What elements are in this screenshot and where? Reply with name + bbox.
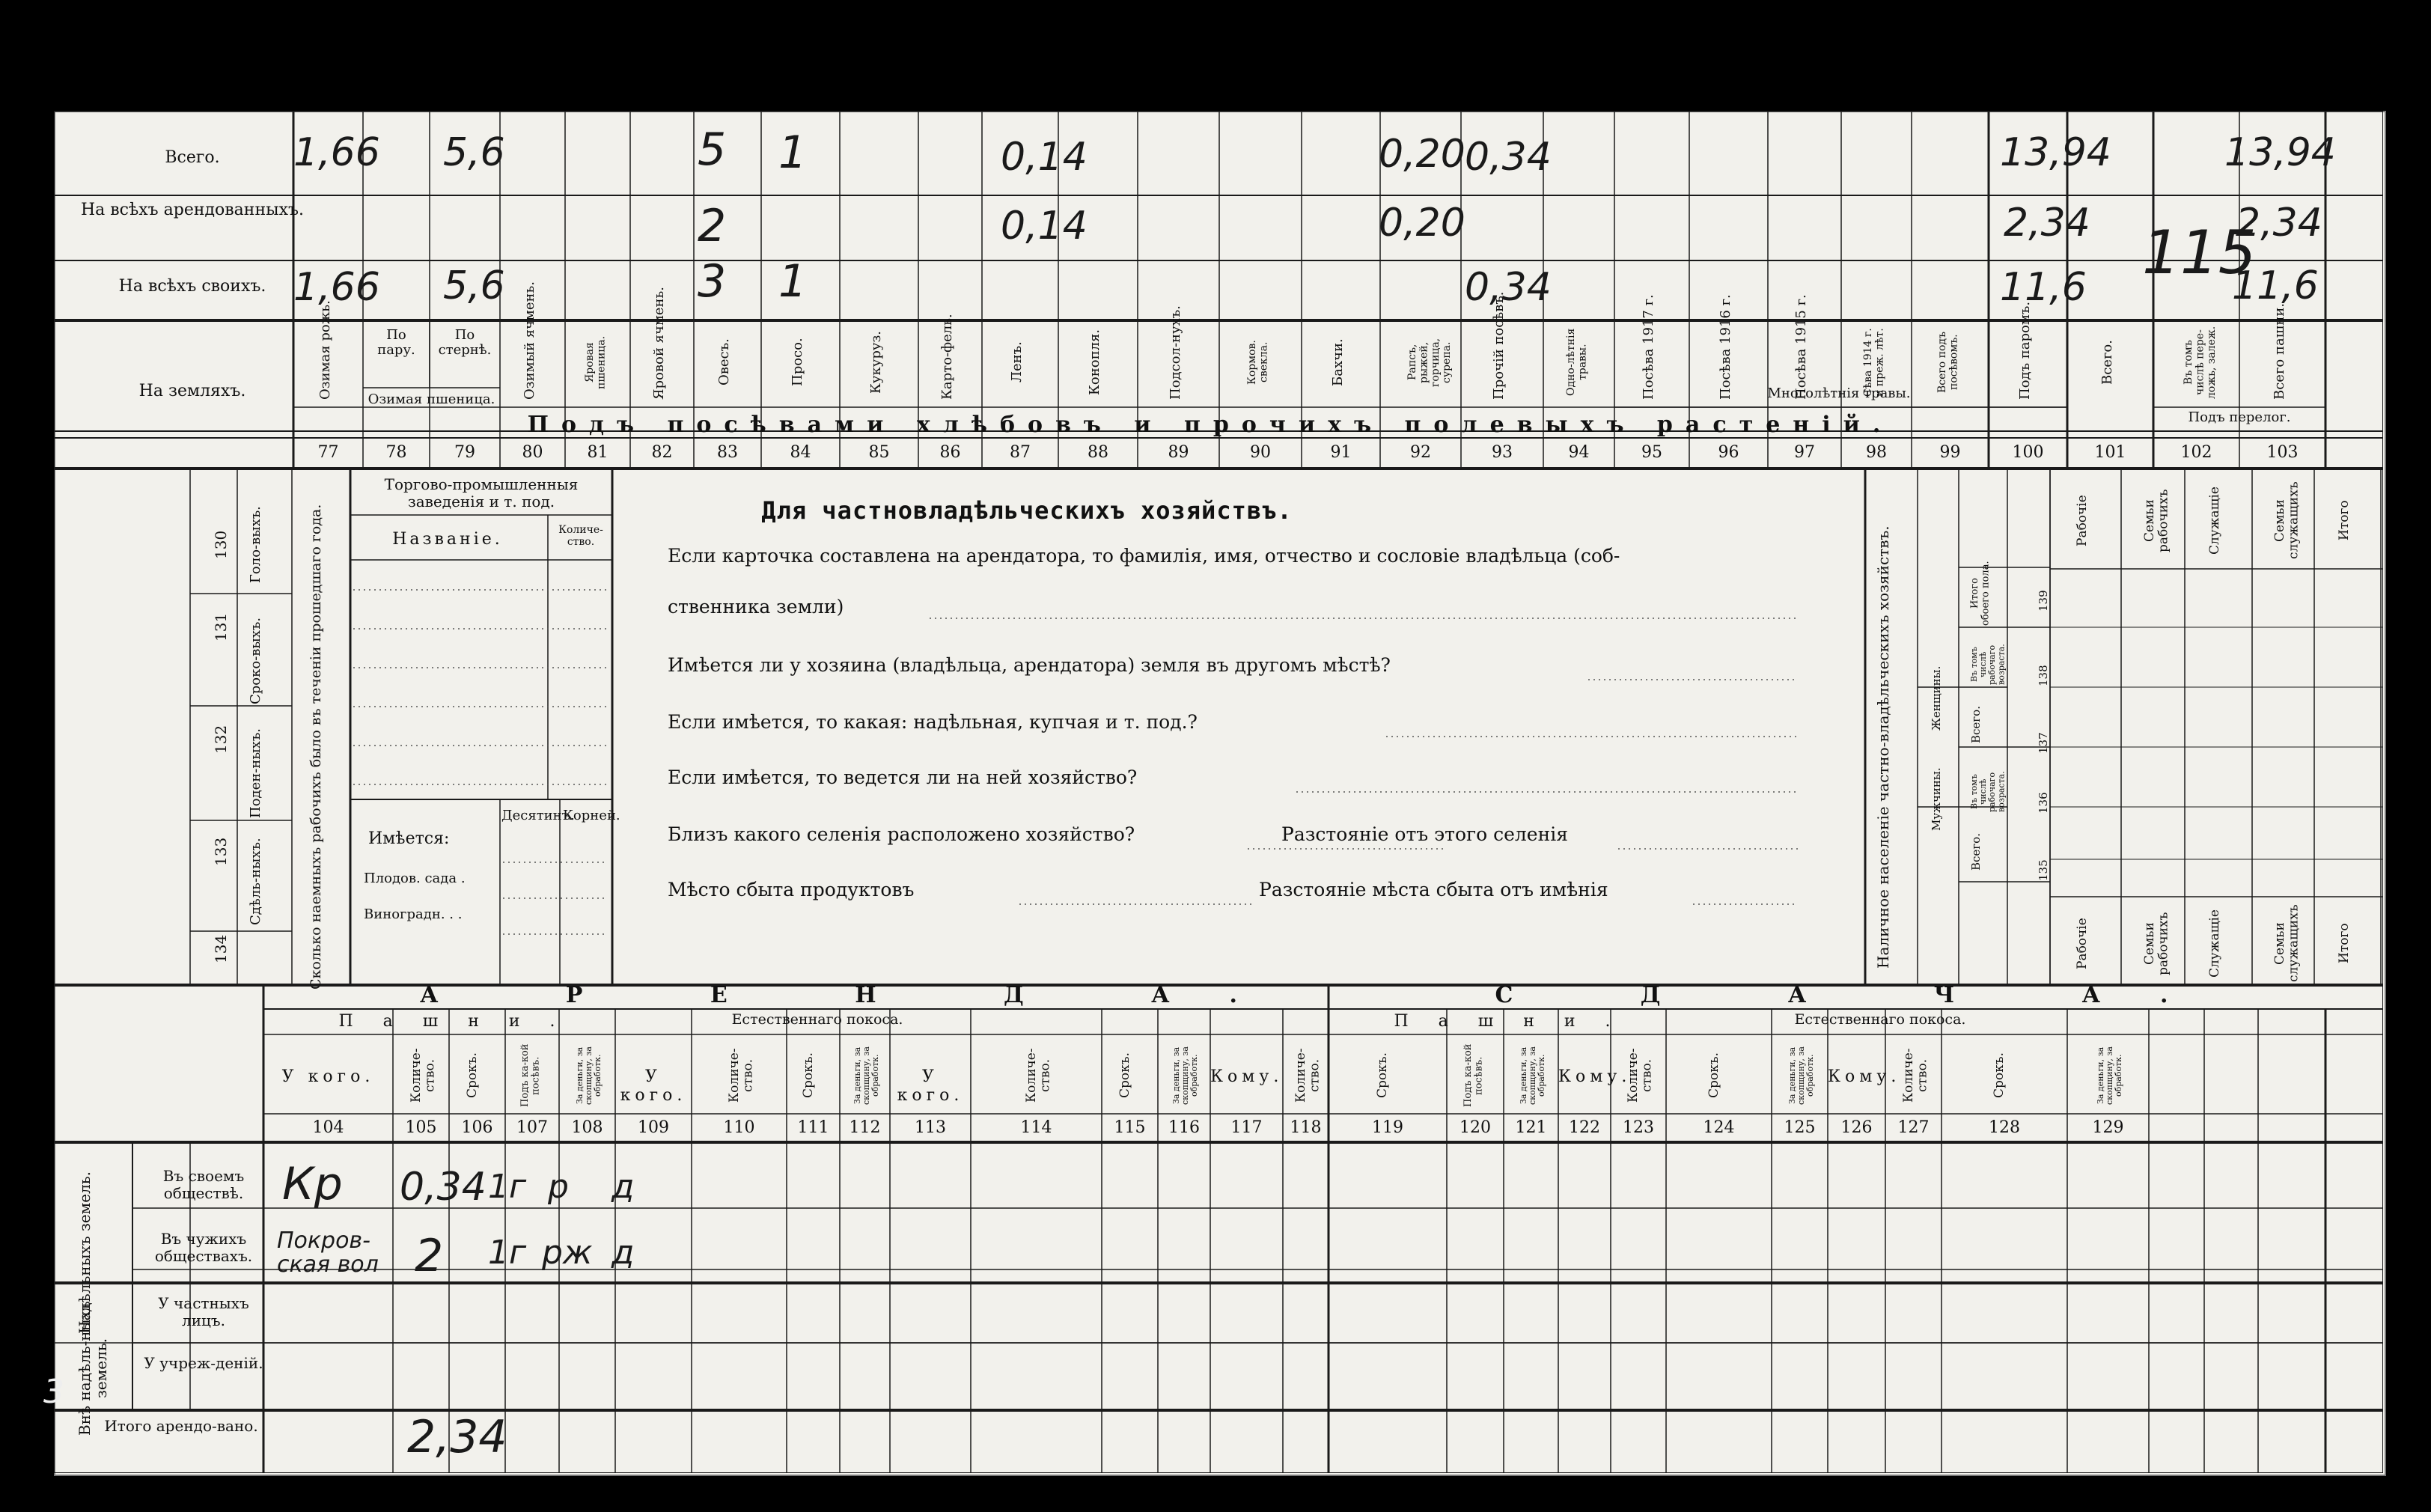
- bottom-col-hdr-128: Срокъ.: [1992, 1052, 2007, 1099]
- hw-r1-c4: р: [548, 1168, 569, 1206]
- hw-margin: 3: [43, 1373, 64, 1411]
- top-col-label-84: Просо.: [789, 338, 805, 387]
- bottom-col-num-108: 108: [571, 1118, 603, 1137]
- hw-margin-note: 115: [2142, 218, 2257, 287]
- census-form: [43, 111, 2383, 1473]
- top-col-num-94: 94: [1568, 443, 1590, 462]
- bottom-col-num-111: 111: [797, 1118, 829, 1137]
- arenda-pashnya: Пашни.: [338, 1012, 585, 1031]
- bottom-col-num-126: 126: [1840, 1118, 1873, 1137]
- workers-caption: Сколько наемныхъ рабочихъ было въ теченіи прошедшаго года.: [308, 504, 324, 990]
- private-title: Для частновладѣльческихъ хозяйствъ.: [761, 496, 1293, 525]
- bottom-col-hdr-122: Кому.: [1558, 1067, 1632, 1086]
- top-col-label-80: Озимый ячмень.: [521, 281, 537, 400]
- private-q5a: Близъ какого селенія расположено хозяйство?: [668, 823, 1135, 845]
- bottom-col-hdr-107: Подъ ка-кой посѣвъ.: [519, 1043, 542, 1108]
- row-label-arenda: На всѣхъ арендованныхъ.: [80, 201, 305, 219]
- bottom-col-hdr-127: Количе-ство.: [1900, 1048, 1930, 1103]
- hw-arenda-2: 0,14: [1001, 204, 1088, 249]
- bottom-col-num-106: 106: [461, 1118, 493, 1137]
- bottom-col-hdr-117: Кому.: [1210, 1067, 1284, 1086]
- top-col-label-96: Посѣва 1916 г.: [1717, 294, 1733, 400]
- pop-col-bot-5: Итого: [2336, 923, 2352, 964]
- workers-hdr-1: Голо-выхъ.: [248, 506, 263, 584]
- top-col-label-89: Подсол-нухъ.: [1167, 305, 1183, 400]
- pop-col-bot-2: Семьи рабочихъ: [2141, 912, 2171, 975]
- bottom-col-hdr-113: У кого.: [897, 1067, 964, 1106]
- top-col-num-103: 103: [2266, 443, 2299, 462]
- top-col-num-86: 86: [939, 443, 961, 462]
- top-col-label-86: Карто-фель.: [939, 314, 955, 400]
- row-chastnyh: У частныхъ лицъ.: [158, 1294, 249, 1329]
- row-label-na-zemlyah: На земляхъ.: [138, 382, 246, 400]
- hw-r2-c1: Покров-ская вол: [277, 1228, 379, 1278]
- row-itogo: Итого арендо-вано.: [104, 1417, 258, 1435]
- top-col-label-93: Прочій посѣвъ.: [1491, 291, 1507, 400]
- pop-col-top-5: Итого: [2336, 500, 2352, 541]
- trade-col-des: Десятинъ.: [501, 808, 575, 823]
- top-col-label-87: Ленъ.: [1009, 341, 1025, 383]
- pop-men: Мужчины.: [1930, 767, 1943, 832]
- trade-col-name: Названіе.: [392, 530, 503, 549]
- bottom-col-num-117: 117: [1230, 1118, 1263, 1137]
- pop-col-top-1: Рабочіе: [2074, 495, 2090, 546]
- private-q3: Если имѣется, то какая: надѣльная, купчая и т. под.?: [668, 711, 1198, 733]
- bottom-col-hdr-123: Количе-ство.: [1626, 1048, 1655, 1103]
- top-col-label-77: Озимая рожь.: [317, 300, 333, 400]
- private-q6b: Разстояніе мѣста сбыта отъ имѣнія: [1259, 879, 1608, 900]
- hw-arenda-4: 2,34: [2004, 201, 2090, 246]
- top-col-label-83: Овесъ.: [716, 338, 732, 386]
- top-col-label-101: Всего.: [2099, 340, 2115, 385]
- trade-has: Имѣется:: [368, 829, 450, 848]
- top-col-label-79: По стернѣ.: [438, 327, 492, 358]
- top-col-num-98: 98: [1866, 443, 1887, 462]
- side-vne: Внѣ надѣль-ныхъ земель.: [76, 1301, 110, 1436]
- workers-num-133: 133: [212, 837, 230, 867]
- bottom-col-hdr-114: Количе-ство.: [1023, 1048, 1053, 1103]
- hw-r2-c4: рж: [542, 1234, 593, 1272]
- bottom-col-num-124: 124: [1703, 1118, 1735, 1137]
- top-col-num-91: 91: [1330, 443, 1352, 462]
- pop-col-top-2: Семьи рабочихъ: [2141, 489, 2171, 552]
- bottom-col-num-129: 129: [2092, 1118, 2124, 1137]
- top-col-num-97: 97: [1794, 443, 1815, 462]
- top-col-num-101: 101: [2094, 443, 2126, 462]
- hw-r2-c2: 2: [415, 1230, 444, 1282]
- bottom-col-num-116: 116: [1168, 1118, 1200, 1137]
- bottom-col-num-123: 123: [1623, 1118, 1654, 1137]
- hw-vsego-1: 1,66: [293, 130, 380, 175]
- private-q1b: ственника земли): [668, 596, 844, 618]
- bottom-col-hdr-112: За деньги, за скопщину, за обработк.: [852, 1046, 880, 1105]
- private-q2: Имѣется ли у хозяина (владѣльца, арендатора) земля въ другомъ мѣстѣ?: [668, 654, 1391, 676]
- bottom-col-num-115: 115: [1114, 1118, 1146, 1137]
- hw-vsego-6: 0,20: [1379, 132, 1465, 177]
- workers-num-134: 134: [212, 934, 230, 964]
- private-q1a: Если карточка составлена на арендатора, то фамилія, имя, отчество и сословіе владѣльца (соб-: [668, 545, 1620, 567]
- top-col-label-81: Яровая пшеница.: [583, 335, 607, 389]
- pop-num-138: 138: [2037, 665, 2050, 687]
- row-label-svoi: На всѣхъ своихъ.: [118, 277, 266, 296]
- pop-men-vtom: Въ томъ числѣ рабочаго возраста.: [1969, 771, 2007, 813]
- pop-col-bot-1: Рабочіе: [2074, 918, 2090, 969]
- side-nadel: Надѣльныхъ земель.: [76, 1171, 94, 1334]
- trade-col-roots: Корней.: [563, 808, 620, 823]
- arenda-pokos: Естественнаго покоса.: [731, 1011, 903, 1028]
- workers-num-131: 131: [212, 612, 230, 642]
- pop-num-136: 136: [2037, 792, 2050, 814]
- top-col-num-99: 99: [1939, 443, 1961, 462]
- top-col-num-85: 85: [868, 443, 890, 462]
- bottom-col-hdr-108: За деньги, за скопщину, за обработк.: [574, 1046, 603, 1105]
- bottom-col-hdr-125: За деньги, за скопщину, за обработк.: [1787, 1046, 1815, 1105]
- bottom-col-hdr-110: Количе-ство.: [726, 1048, 756, 1103]
- hw-r1-c1: Кр: [282, 1158, 343, 1210]
- hw-r1-c3: 1г: [488, 1168, 527, 1206]
- arenda-banner: А Р Е Н Д А.: [420, 982, 1297, 1008]
- top-col-label-78: По пару.: [377, 327, 415, 358]
- top-col-num-77: 77: [317, 443, 339, 462]
- hw-vsego-2: 5,6: [443, 130, 505, 175]
- bottom-col-hdr-105: Количе-ство.: [408, 1048, 438, 1103]
- top-col-num-80: 80: [522, 443, 543, 462]
- top-col-label-99: Всего подъ посѣвомъ.: [1936, 332, 1959, 393]
- private-q4: Если имѣется, то ведется ли на ней хозяйство?: [668, 766, 1138, 788]
- private-q5b: Разстояніе отъ этого селенія: [1281, 823, 1569, 845]
- pop-num-139: 139: [2037, 590, 2050, 612]
- private-q6a: Мѣсто сбыта продуктовъ: [668, 879, 915, 900]
- bottom-col-hdr-106: Срокъ.: [464, 1052, 480, 1099]
- top-col-num-84: 84: [790, 443, 811, 462]
- bottom-col-hdr-109: У кого.: [620, 1067, 687, 1106]
- top-col-label-91: Бахчи.: [1329, 338, 1346, 386]
- trade-title: Торгово-промышленныя заведенія и т. под.: [384, 475, 579, 510]
- top-col-label-100: Подъ паромъ.: [2016, 301, 2033, 400]
- bottom-col-hdr-121: За деньги, за скопщину, за обработк.: [1518, 1046, 1546, 1105]
- top-col-label-103: Всего пашни.: [2271, 302, 2287, 400]
- bottom-col-num-128: 128: [1989, 1118, 2020, 1137]
- top-col-num-81: 81: [587, 443, 608, 462]
- hw-svoi-1: 1,66: [293, 265, 380, 310]
- top-col-label-95: Посѣва 1917 г.: [1641, 294, 1656, 400]
- hw-vsego-7: 0,34: [1465, 135, 1552, 180]
- workers-num-132: 132: [212, 725, 230, 755]
- hw-vsego-8: 13,94: [2000, 130, 2111, 175]
- sdacha-pokos: Естественнаго покоса.: [1794, 1011, 1966, 1028]
- top-col-label-94: Одно-лѣтнія травы.: [1564, 328, 1588, 397]
- top-col-label-88: Конопля.: [1087, 329, 1102, 396]
- pop-col-bot-4: Семьи служащихъ: [2272, 904, 2302, 983]
- pop-num-135: 135: [2037, 859, 2050, 882]
- trade-vineyards: Виноградн. . .: [364, 906, 463, 922]
- top-col-num-90: 90: [1250, 443, 1271, 462]
- bottom-col-hdr-115: Срокъ.: [1117, 1052, 1132, 1099]
- bottom-col-num-127: 127: [1897, 1118, 1930, 1137]
- top-col-num-83: 83: [717, 443, 738, 462]
- group-perennial: Многолѣтнія травы.: [1767, 385, 1911, 401]
- bottom-col-hdr-118: Количе-ство.: [1293, 1048, 1323, 1103]
- pop-itogo: Итого обоего пола.: [1969, 561, 1992, 627]
- workers-hdr-2: Сроко-выхъ.: [248, 617, 263, 705]
- top-col-num-93: 93: [1492, 443, 1513, 462]
- bottom-col-num-121: 121: [1515, 1118, 1547, 1137]
- top-col-label-90: Кормов. свекла.: [1246, 340, 1270, 385]
- bottom-col-hdr-111: Срокъ.: [800, 1052, 816, 1099]
- row-uchrezh: У учреж-деній.: [144, 1354, 263, 1372]
- hw-r2-c3: 1г: [488, 1234, 527, 1272]
- hw-svoi-5: 0,34: [1465, 265, 1552, 310]
- hw-vsego-4: 1: [778, 126, 808, 179]
- trade-orchards: Плодов. сада .: [364, 871, 466, 886]
- banner-crops: Подъ посѣвами хлѣбовъ и прочихъ полевыхъ растеній.: [527, 412, 1894, 438]
- bottom-col-num-120: 120: [1459, 1118, 1491, 1137]
- bottom-col-num-119: 119: [1372, 1118, 1403, 1137]
- pop-women: Женщины.: [1930, 665, 1943, 731]
- top-col-num-78: 78: [385, 443, 407, 462]
- row-label-vsego: Всего.: [165, 148, 220, 167]
- workers-hdr-4: Сдѣль-ныхъ.: [248, 838, 263, 926]
- bottom-col-hdr-116: За деньги, за скопщину, за обработк.: [1171, 1046, 1200, 1105]
- bottom-col-hdr-129: За деньги, за скопщину, за обработк.: [2095, 1046, 2123, 1105]
- hw-vsego-9: 13,94: [2224, 130, 2336, 175]
- group-fallow: Подъ перелог.: [2188, 409, 2291, 425]
- top-col-label-102: Въ томъ числѣ пере-ложь, залеж.: [2182, 326, 2218, 399]
- bottom-col-num-114: 114: [1020, 1118, 1052, 1137]
- hw-r1-c5: д: [611, 1168, 635, 1206]
- hw-svoi-2: 5,6: [443, 263, 505, 308]
- top-col-label-85: Кукуруз.: [867, 331, 884, 394]
- bottom-col-num-107: 107: [516, 1118, 548, 1137]
- pop-col-top-4: Семьи служащихъ: [2272, 481, 2302, 560]
- bottom-col-num-122: 122: [1569, 1118, 1600, 1137]
- bottom-col-num-118: 118: [1290, 1118, 1322, 1137]
- top-col-num-100: 100: [2012, 443, 2044, 462]
- bottom-col-hdr-104: У кого.: [281, 1067, 375, 1086]
- bottom-col-num-125: 125: [1784, 1118, 1816, 1137]
- bottom-col-hdr-119: Срокъ.: [1375, 1052, 1390, 1099]
- hw-svoi-7: 11,6: [2232, 263, 2319, 308]
- form-grid-lines: [54, 111, 2383, 1473]
- bottom-col-hdr-120: Подъ ка-кой посѣвъ.: [1462, 1043, 1485, 1108]
- bottom-col-num-109: 109: [638, 1118, 669, 1137]
- hw-svoi-3: 3: [698, 255, 727, 308]
- top-col-num-92: 92: [1410, 443, 1431, 462]
- bottom-col-num-104: 104: [312, 1118, 344, 1137]
- sdacha-pashnya: Пашни.: [1394, 1012, 1641, 1031]
- hw-vsego-3: 5: [698, 124, 727, 176]
- top-col-num-95: 95: [1641, 443, 1662, 462]
- row-chuzhih: Въ чужихъ обществахъ.: [154, 1230, 253, 1265]
- pop-women-vtom: Въ томъ числѣ рабочаго возраста.: [1969, 644, 2007, 686]
- bottom-col-num-105: 105: [405, 1118, 437, 1137]
- top-col-num-88: 88: [1088, 443, 1108, 462]
- hw-arenda-5: 2,34: [2236, 201, 2322, 246]
- sdacha-banner: С Д А Ч А.: [1495, 982, 2228, 1008]
- hw-r2-c5: д: [611, 1234, 635, 1272]
- bottom-col-num-113: 113: [915, 1118, 946, 1137]
- row-svoem: Въ своемъ обществѣ.: [162, 1167, 245, 1202]
- trade-col-qty: Количе-ство.: [558, 524, 603, 549]
- top-col-num-102: 102: [2180, 443, 2212, 462]
- bottom-col-hdr-126: Кому.: [1828, 1067, 1901, 1086]
- hw-vsego-5: 0,14: [1001, 135, 1088, 180]
- pop-col-top-3: Служащіе: [2207, 487, 2222, 555]
- bottom-col-hdr-124: Срокъ.: [1706, 1052, 1721, 1099]
- pop-num-137: 137: [2037, 732, 2050, 755]
- top-col-num-82: 82: [651, 443, 673, 462]
- top-col-num-79: 79: [454, 443, 475, 462]
- hw-r1-c2: 0,34: [400, 1165, 486, 1210]
- top-col-label-97: Посѣва 1915 г.: [1793, 294, 1809, 400]
- pop-col-bot-3: Служащіе: [2207, 909, 2222, 978]
- hw-arenda-3: 0,20: [1379, 201, 1465, 246]
- hw-itogo: 2,34: [407, 1411, 507, 1463]
- hw-svoi-4: 1: [778, 255, 808, 308]
- top-col-num-87: 87: [1010, 443, 1031, 462]
- population-caption: Наличное населеніе частно-владѣльческихъ хозяйствъ.: [1874, 525, 1892, 969]
- bottom-col-num-110: 110: [723, 1118, 755, 1137]
- top-col-num-96: 96: [1718, 443, 1739, 462]
- bottom-col-num-112: 112: [849, 1118, 881, 1137]
- group-winter-wheat: Озимая пшеница.: [367, 391, 495, 407]
- top-col-label-98: Сѣва 1914 г. и преж. лѣт.: [1862, 328, 1886, 397]
- top-col-label-82: Яровой ячмень.: [650, 286, 667, 400]
- pop-women-vsego: Всего.: [1969, 706, 1983, 743]
- workers-hdr-3: Поден-ныхъ.: [248, 728, 263, 818]
- pop-men-vsego: Всего.: [1969, 833, 1983, 871]
- workers-num-130: 130: [212, 530, 230, 560]
- hw-svoi-6: 11,6: [2000, 265, 2087, 310]
- top-col-num-89: 89: [1168, 443, 1189, 462]
- top-col-label-92: Рапсъ, рыжей, горчица, сурепа.: [1406, 338, 1454, 387]
- hw-arenda-1: 2: [698, 200, 727, 252]
